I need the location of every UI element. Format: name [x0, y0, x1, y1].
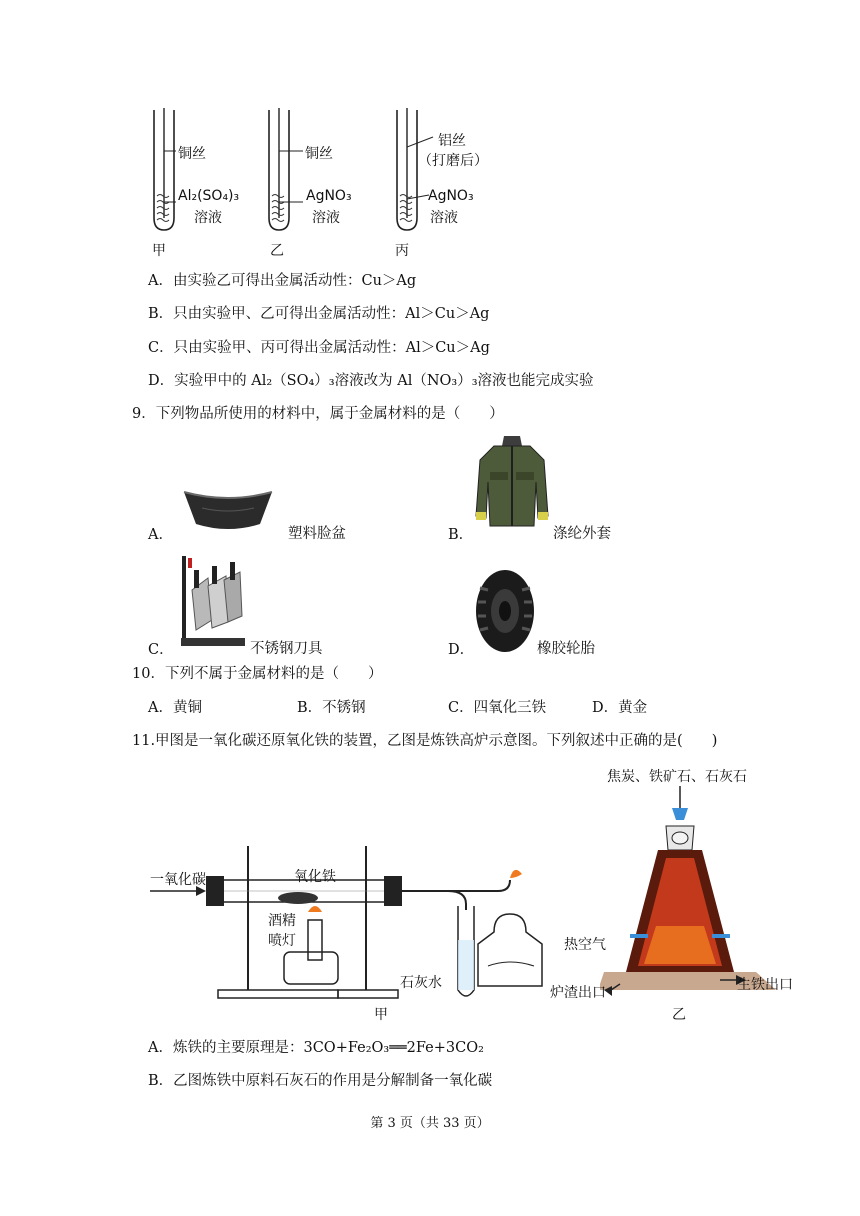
tube-bing-wire-label: 铝丝 [438, 133, 466, 149]
tube-yi-leader-lines [279, 140, 307, 210]
q9-option-c[interactable] [148, 638, 174, 659]
tube-yi-wire-label: 铜丝 [305, 146, 333, 162]
tube-bing-solution-word: 溶液 [430, 210, 458, 226]
q11-stem: 11.甲图是一氧化碳还原氧化铁的装置，乙图是炼铁高炉示意图。下列叙述中正确的是( ) [132, 733, 718, 749]
polyester-jacket-image [474, 432, 550, 528]
q8-option-b-text: 只由实验甲、乙可得出金属活动性：Al＞Cu＞Ag [173, 306, 490, 322]
tube-jia-solution-word: 溶液 [194, 210, 222, 226]
tube-bing-name: 丙 [395, 243, 409, 259]
q8-option-d-text: 实验甲中的 Al₂（SO₄）₃溶液改为 Al（NO₃）₃溶液也能完成实验 [174, 373, 594, 389]
q8-option-b[interactable] [148, 305, 489, 323]
q9-option-c-letter: C． [148, 642, 174, 658]
q11-option-a[interactable] [148, 1039, 484, 1057]
fig-yi-pig-iron-label: 生铁出口 [737, 977, 793, 993]
q9-stem: 9．下列物品所使用的材料中，属于金属材料的是（ ） [132, 406, 504, 422]
q10-option-d[interactable] [592, 699, 647, 717]
q10-option-a[interactable] [148, 699, 202, 717]
tube-yi-solution-formula: AgNO₃ [306, 188, 352, 204]
fig-yi-slag-label: 炉渣出口 [550, 985, 606, 1001]
q9-option-a-text: 塑料脸盆 [288, 526, 346, 542]
fig-yi-name: 乙 [672, 1007, 686, 1023]
q8-option-c[interactable] [148, 339, 490, 357]
fig-jia-co-label: 一氧化碳 [150, 872, 206, 888]
fig-jia-limewater-label: 石灰水 [400, 975, 442, 991]
q10-option-b-text: 不锈钢 [322, 700, 366, 716]
q10-option-a-letter: A． [148, 700, 173, 716]
q8-option-c-letter: C． [148, 340, 174, 356]
q10-option-b-letter: B． [297, 700, 323, 716]
co-reduction-apparatus [148, 840, 548, 1010]
q9-option-d[interactable] [448, 638, 474, 659]
q9-option-b-text: 涤纶外套 [553, 526, 611, 542]
q11-option-a-letter: A． [148, 1040, 173, 1056]
q8-option-a-text: 由实验乙可得出金属活动性：Cu＞Ag [172, 273, 417, 289]
fig-yi-hot-air-label: 热空气 [564, 937, 606, 953]
tube-yi-solution-word: 溶液 [312, 210, 340, 226]
q10-option-c[interactable] [448, 699, 546, 717]
q10-stem: 10．下列不属于金属材料的是（ ） [132, 666, 383, 682]
tube-yi-name: 乙 [270, 243, 284, 259]
q8-option-b-letter: B． [148, 306, 174, 322]
fig-jia-name: 甲 [374, 1007, 388, 1023]
q8-option-c-text: 只由实验甲、丙可得出金属活动性：Al＞Cu＞Ag [173, 340, 490, 356]
stainless-knives-image [178, 550, 248, 650]
q10-option-b[interactable] [297, 699, 366, 717]
tube-bing-wire-note: （打磨后） [418, 153, 488, 169]
q11-option-b-letter: B． [148, 1073, 174, 1089]
rubber-tire-image [474, 568, 536, 654]
tube-jia-solution-formula: Al₂(SO₄)₃ [178, 188, 240, 204]
q9-option-a[interactable] [148, 523, 173, 544]
q11-option-a-text: 炼铁的主要原理是：3CO+Fe₂O₃══2Fe+3CO₂ [172, 1040, 484, 1056]
fig-jia-lamp-label-2: 喷灯 [268, 933, 296, 949]
fig-jia-fe2o3-label: 氧化铁 [294, 869, 336, 885]
fig-jia-lamp-label-1: 酒精 [268, 913, 296, 929]
q10-option-a-text: 黄铜 [172, 700, 202, 716]
q10-option-d-text: 黄金 [618, 700, 648, 716]
q11-option-b-text: 乙图炼铁中原料石灰石的作用是分解制备一氧化碳 [173, 1073, 493, 1089]
q9-option-d-letter: D． [448, 642, 475, 658]
page-footer: 第 3 页（共 33 页） [370, 1116, 490, 1131]
q10-option-c-letter: C． [448, 700, 474, 716]
q10-option-c-text: 四氧化三铁 [473, 700, 547, 716]
tube-bing-solution-formula: AgNO₃ [428, 188, 474, 204]
plastic-basin-image [182, 488, 274, 534]
q8-option-a-letter: A． [148, 273, 173, 289]
q9-option-b[interactable] [448, 523, 473, 544]
q10-option-d-letter: D． [592, 700, 619, 716]
q9-option-c-text: 不锈钢刀具 [250, 641, 323, 657]
q8-option-d-letter: D． [148, 373, 175, 389]
q9-option-d-text: 橡胶轮胎 [537, 641, 595, 657]
q8-option-d[interactable] [148, 372, 594, 390]
q9-option-a-letter: A． [148, 527, 173, 543]
q8-option-a[interactable] [148, 272, 416, 290]
tube-jia-wire-label: 铜丝 [178, 146, 206, 162]
q11-option-b[interactable] [148, 1072, 492, 1090]
fig-yi-raw-materials-label: 焦炭、铁矿石、石灰石 [607, 769, 747, 785]
q9-option-b-letter: B． [448, 527, 474, 543]
tube-jia-name: 甲 [152, 243, 166, 259]
